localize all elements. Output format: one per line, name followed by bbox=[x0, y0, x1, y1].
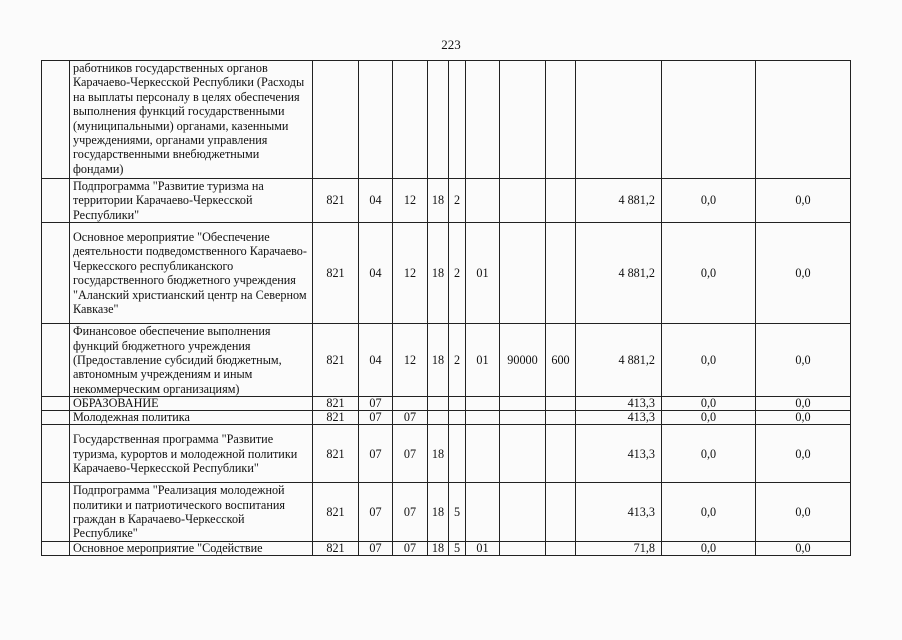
csr4-cell bbox=[500, 483, 546, 542]
sum-2025-cell: 0,0 bbox=[662, 179, 756, 223]
pr-cell: 07 bbox=[393, 425, 428, 483]
sum-2024-cell: 413,3 bbox=[576, 397, 662, 411]
ved-cell: 821 bbox=[313, 397, 359, 411]
sum-2025-cell: 0,0 bbox=[662, 324, 756, 397]
row-marker-cell bbox=[42, 411, 70, 425]
csr2-cell bbox=[449, 411, 466, 425]
pr-cell: 07 bbox=[393, 411, 428, 425]
sum-2026-cell: 0,0 bbox=[756, 411, 851, 425]
csr2-cell bbox=[449, 397, 466, 411]
row-marker-cell bbox=[42, 324, 70, 397]
sum-2024-cell: 4 881,2 bbox=[576, 324, 662, 397]
csr4-cell: 90000 bbox=[500, 324, 546, 397]
row-marker-cell bbox=[42, 541, 70, 555]
row-marker-cell bbox=[42, 483, 70, 542]
csr2-cell: 5 bbox=[449, 483, 466, 542]
row-marker-cell bbox=[42, 397, 70, 411]
pr-cell: 07 bbox=[393, 541, 428, 555]
csr3-cell: 01 bbox=[466, 324, 500, 397]
rz-cell: 07 bbox=[359, 483, 393, 542]
sum-2026-cell: 0,0 bbox=[756, 425, 851, 483]
name-cell: Государственная программа "Развитие туризма, курортов и молодежной политики Карачаево-Черкесской Республики" bbox=[70, 425, 313, 483]
csr2-cell bbox=[449, 425, 466, 483]
vr-cell: 600 bbox=[546, 324, 576, 397]
csr4-cell bbox=[500, 61, 546, 179]
csr4-cell bbox=[500, 425, 546, 483]
rz-cell: 04 bbox=[359, 179, 393, 223]
sum-2026-cell: 0,0 bbox=[756, 541, 851, 555]
pr-cell: 07 bbox=[393, 483, 428, 542]
sum-2025-cell: 0,0 bbox=[662, 397, 756, 411]
table-row bbox=[42, 541, 851, 555]
ved-cell: 821 bbox=[313, 179, 359, 223]
row-marker-cell bbox=[42, 179, 70, 223]
csr3-cell bbox=[466, 179, 500, 223]
ved-cell: 821 bbox=[313, 324, 359, 397]
page-number: 223 bbox=[441, 37, 461, 52]
sum-2024-cell: 4 881,2 bbox=[576, 179, 662, 223]
sum-2025-cell: 0,0 bbox=[662, 425, 756, 483]
sum-2026-cell: 0,0 bbox=[756, 179, 851, 223]
csr3-cell bbox=[466, 483, 500, 542]
sum-2025-cell: 0,0 bbox=[662, 483, 756, 542]
vr-cell bbox=[546, 483, 576, 542]
ved-cell: 821 bbox=[313, 541, 359, 555]
csr1-cell bbox=[428, 61, 449, 179]
csr2-cell: 2 bbox=[449, 324, 466, 397]
budget-table bbox=[41, 60, 851, 556]
sum-2025-cell bbox=[662, 61, 756, 179]
row-marker-cell bbox=[42, 223, 70, 324]
sum-2026-cell: 0,0 bbox=[756, 483, 851, 542]
sum-2026-cell bbox=[756, 61, 851, 179]
csr4-cell bbox=[500, 411, 546, 425]
table-row bbox=[42, 411, 851, 425]
csr1-cell: 18 bbox=[428, 179, 449, 223]
table-row bbox=[42, 223, 851, 324]
sum-2026-cell: 0,0 bbox=[756, 223, 851, 324]
table-row bbox=[42, 483, 851, 542]
sum-2024-cell bbox=[576, 61, 662, 179]
row-marker-cell bbox=[42, 61, 70, 179]
rz-cell: 07 bbox=[359, 425, 393, 483]
name-cell: Подпрограмма "Реализация молодежной политики и патриотического воспитания граждан в Карачаево-Черкесской Республике" bbox=[70, 483, 313, 542]
sum-2024-cell: 413,3 bbox=[576, 483, 662, 542]
sum-2024-cell: 413,3 bbox=[576, 411, 662, 425]
csr1-cell: 18 bbox=[428, 223, 449, 324]
csr4-cell bbox=[500, 541, 546, 555]
ved-cell bbox=[313, 61, 359, 179]
sum-2024-cell: 71,8 bbox=[576, 541, 662, 555]
name-cell: работников государственных органов Карачаево-Черкесской Республики (Расходы на выплаты персоналу в целях обеспечения выполнения функций государственными (муниципальными) органами, казенными учреждениями, органами управления государственными внебюджетными фондами) bbox=[70, 61, 313, 179]
csr2-cell: 5 bbox=[449, 541, 466, 555]
vr-cell bbox=[546, 411, 576, 425]
sum-2024-cell: 4 881,2 bbox=[576, 223, 662, 324]
rz-cell bbox=[359, 61, 393, 179]
vr-cell bbox=[546, 541, 576, 555]
vr-cell bbox=[546, 179, 576, 223]
csr1-cell: 18 bbox=[428, 324, 449, 397]
vr-cell bbox=[546, 397, 576, 411]
pr-cell bbox=[393, 61, 428, 179]
rz-cell: 07 bbox=[359, 541, 393, 555]
csr3-cell: 01 bbox=[466, 223, 500, 324]
ved-cell: 821 bbox=[313, 425, 359, 483]
table-row bbox=[42, 179, 851, 223]
rz-cell: 04 bbox=[359, 223, 393, 324]
rz-cell: 07 bbox=[359, 397, 393, 411]
row-marker-cell bbox=[42, 425, 70, 483]
name-cell: Подпрограмма "Развитие туризма на территории Карачаево-Черкесской Республики" bbox=[70, 179, 313, 223]
sum-2026-cell: 0,0 bbox=[756, 397, 851, 411]
pr-cell bbox=[393, 397, 428, 411]
sum-2025-cell: 0,0 bbox=[662, 223, 756, 324]
name-cell: Финансовое обеспечение выполнения функций бюджетного учреждения (Предоставление субсидий бюджетным, автономным учреждениям и иным некоммерческим организациям) bbox=[70, 324, 313, 397]
csr4-cell bbox=[500, 397, 546, 411]
pr-cell: 12 bbox=[393, 324, 428, 397]
table-row bbox=[42, 324, 851, 397]
pr-cell: 12 bbox=[393, 223, 428, 324]
csr1-cell: 18 bbox=[428, 425, 449, 483]
csr2-cell: 2 bbox=[449, 179, 466, 223]
ved-cell: 821 bbox=[313, 411, 359, 425]
table-row bbox=[42, 397, 851, 411]
csr1-cell bbox=[428, 411, 449, 425]
table-row bbox=[42, 61, 851, 179]
csr1-cell: 18 bbox=[428, 483, 449, 542]
csr2-cell bbox=[449, 61, 466, 179]
csr3-cell: 01 bbox=[466, 541, 500, 555]
csr2-cell: 2 bbox=[449, 223, 466, 324]
csr3-cell bbox=[466, 397, 500, 411]
vr-cell bbox=[546, 425, 576, 483]
sum-2025-cell: 0,0 bbox=[662, 411, 756, 425]
name-cell: Молодежная политика bbox=[70, 411, 313, 425]
sum-2025-cell: 0,0 bbox=[662, 541, 756, 555]
csr3-cell bbox=[466, 425, 500, 483]
ved-cell: 821 bbox=[313, 483, 359, 542]
vr-cell bbox=[546, 223, 576, 324]
vr-cell bbox=[546, 61, 576, 179]
rz-cell: 04 bbox=[359, 324, 393, 397]
name-cell: ОБРАЗОВАНИЕ bbox=[70, 397, 313, 411]
csr1-cell bbox=[428, 397, 449, 411]
table-row bbox=[42, 425, 851, 483]
csr3-cell bbox=[466, 411, 500, 425]
name-cell: Основное мероприятие "Содействие bbox=[70, 541, 313, 555]
sum-2024-cell: 413,3 bbox=[576, 425, 662, 483]
csr4-cell bbox=[500, 223, 546, 324]
csr4-cell bbox=[500, 179, 546, 223]
name-cell: Основное мероприятие "Обеспечение деятельности подведомственного Карачаево-Черкесского республиканского государственного бюджетного учреждения "Аланский христианский центр на Северном Кавказе" bbox=[70, 223, 313, 324]
csr3-cell bbox=[466, 61, 500, 179]
ved-cell: 821 bbox=[313, 223, 359, 324]
pr-cell: 12 bbox=[393, 179, 428, 223]
csr1-cell: 18 bbox=[428, 541, 449, 555]
rz-cell: 07 bbox=[359, 411, 393, 425]
sum-2026-cell: 0,0 bbox=[756, 324, 851, 397]
